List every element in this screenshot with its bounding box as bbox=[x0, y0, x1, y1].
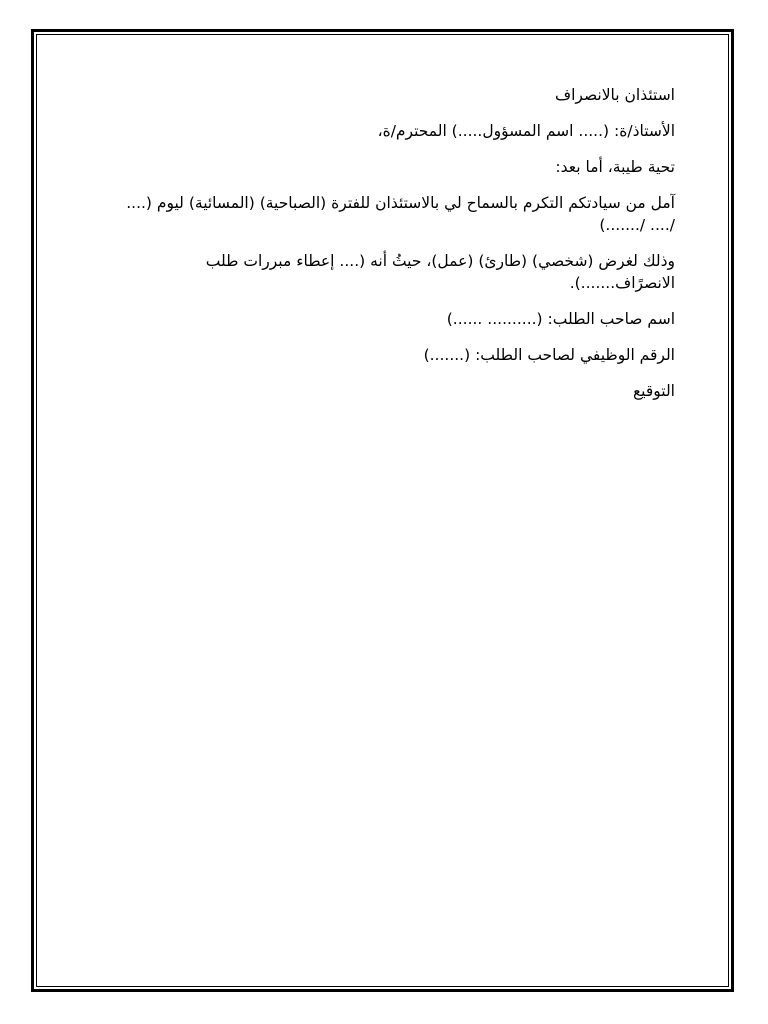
letter-greeting: تحية طيبة، أما بعد: bbox=[555, 158, 675, 176]
letter-addressee: الأستاذ/ة: (..... اسم المسؤول.....) المحترم/ة، bbox=[377, 122, 675, 140]
letter-title: استئذان بالانصراف bbox=[555, 86, 675, 104]
letter-request: آمل من سيادتكم التكرم بالسماح لي بالاستئذان للفترة (الصباحية) (المسائية) ليوم (.... /.... /.......) bbox=[126, 194, 675, 234]
employee-number-line: الرقم الوظيفي لصاحب الطلب: (.......) bbox=[423, 346, 675, 364]
letter-reason: وذلك لغرض (شخصي) (طارئ) (عمل)، حيثُ أنه (.... إعطاء مبررات طلب الانصرًاف.......). bbox=[205, 252, 675, 292]
applicant-name-line: اسم صاحب الطلب: (.......... ......) bbox=[446, 310, 675, 328]
letter-body bbox=[110, 84, 675, 416]
signature-line: التوقيع bbox=[632, 382, 675, 400]
